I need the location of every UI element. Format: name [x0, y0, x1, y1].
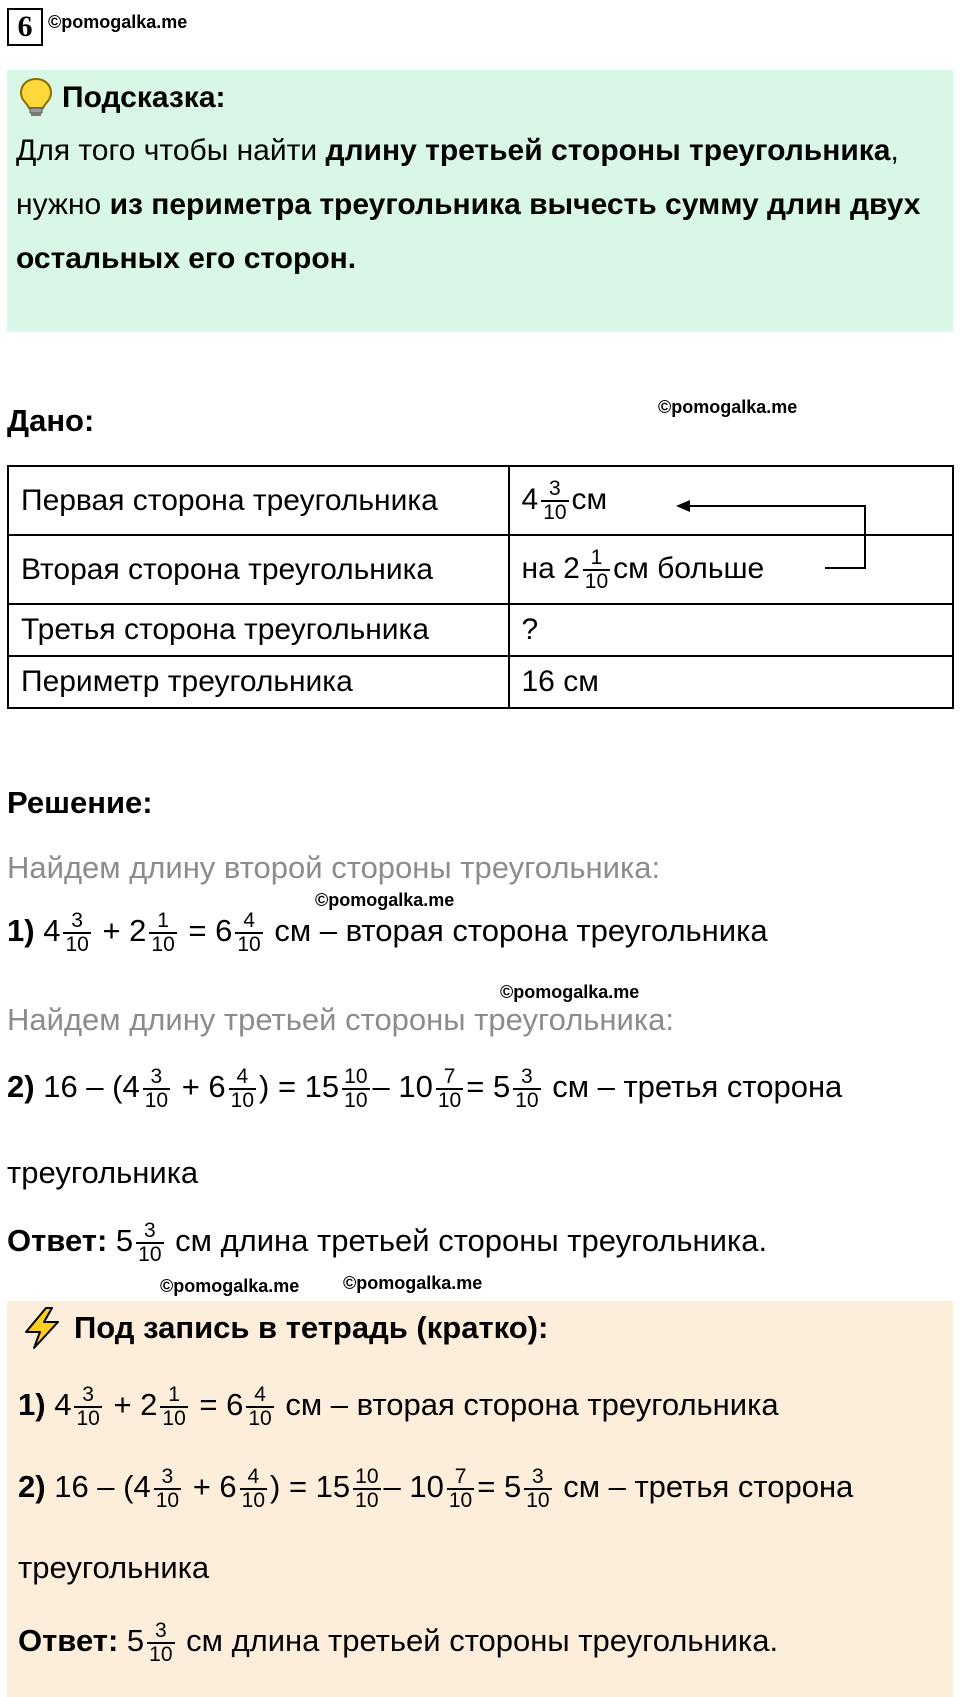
row-label: Третья сторона треугольника — [8, 604, 509, 656]
watermark: ©pomogalka.me — [658, 397, 798, 417]
notebook-step-1: 1) 4 $\frac{3}{10}$ + 2 $\frac{1}{10}$ = 6 $\frac{4}{10}$ см – вторая сторона треугольника — [18, 1383, 779, 1430]
row-label: Вторая сторона треугольника — [8, 535, 509, 604]
notebook-title: Под запись в тетрадь (кратко): — [74, 1310, 549, 1345]
notebook-step-2: 2) 16 – (4 $\frac{3}{10}$ + 6 $\frac{4}{10}$ ) = 15 $\frac{10}{10}$ – 10 $\frac{7}{10}$ = 5 $\frac{3}{10}$ см – третья сторона — [18, 1465, 854, 1512]
row-value: 16 см — [509, 656, 954, 708]
watermark: ©pomogalka.me — [500, 982, 640, 1002]
watermark: ©pomogalka.me — [160, 1276, 300, 1296]
comparison-arrow — [670, 495, 880, 575]
watermark: ©pomogalka.me — [48, 12, 188, 32]
answer: Ответ: 5 $\frac{3}{10}$ см длина третьей стороны треугольника. — [7, 1219, 768, 1266]
given-heading: Дано: — [7, 403, 95, 438]
solution-intro-1: Найдем длину второй стороны треугольника: — [7, 850, 661, 885]
lightning-icon — [20, 1306, 64, 1350]
row-label: Первая сторона треугольника — [8, 466, 509, 535]
notebook-answer: Ответ: 5 $\frac{3}{10}$ см длина третьей стороны треугольника. — [18, 1619, 779, 1666]
hint-text: Для того чтобы найти длину третьей стороны треугольника, нужно из периметра треугольника вычесть сумму длин двух остальных его сторон. — [16, 134, 921, 275]
watermark: ©pomogalka.me — [343, 1273, 483, 1293]
step-1: 1) 4 $\frac{3}{10}$ + 2 $\frac{1}{10}$ = 6 $\frac{4}{10}$ см – вторая сторона треугольника — [7, 909, 768, 956]
row-label: Периметр треугольника — [8, 656, 509, 708]
row-value: 4 $\frac{3}{10}$ см — [509, 466, 954, 535]
task-number: 6 — [7, 8, 43, 46]
solution-intro-2: Найдем длину третьей стороны треугольника: — [7, 1002, 674, 1037]
row-value: ? — [509, 604, 954, 656]
hint-title: Подсказка: — [62, 81, 226, 114]
table-row — [8, 656, 953, 708]
step-2-wrap: треугольника — [7, 1155, 199, 1190]
lightbulb-icon — [18, 76, 54, 118]
solution-heading: Решение: — [7, 785, 153, 820]
step-2: 2) 16 – (4 $\frac{3}{10}$ + 6 $\frac{4}{10}$ ) = 15 $\frac{10}{10}$ – 10 $\frac{7}{10}$ = 5 $\frac{3}{10}$ см – третья сторона — [7, 1065, 843, 1112]
table-row — [8, 604, 953, 656]
notebook-step-2-wrap: треугольника — [18, 1550, 210, 1585]
row-value: на 2 $\frac{1}{10}$ см больше — [509, 535, 954, 604]
watermark: ©pomogalka.me — [315, 890, 455, 910]
